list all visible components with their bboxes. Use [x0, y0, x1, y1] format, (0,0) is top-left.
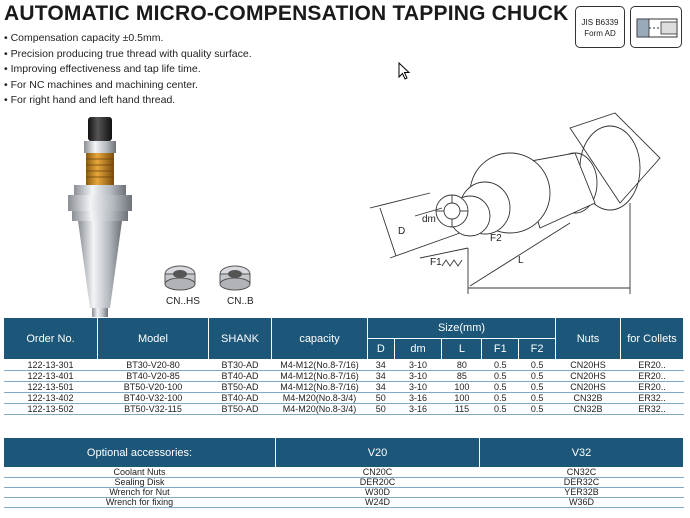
table-row	[4, 371, 684, 382]
table-cell: W30D	[364, 487, 390, 497]
table-row	[4, 360, 684, 371]
table-cell: 80	[456, 360, 467, 370]
table-cell: 0.5	[494, 371, 507, 381]
tapping-chuck-photo	[60, 112, 140, 320]
label-dm: dm	[422, 214, 436, 225]
table-cell: 122-13-501	[27, 382, 74, 392]
table-cell: 0.5	[494, 393, 507, 403]
feature-item: • Improving effectiveness and tap life time.	[4, 62, 252, 78]
col-size-l: L	[442, 339, 482, 360]
table-cell: M4-M12(No.8-7/16)	[280, 371, 359, 381]
feature-item: • For right hand and left hand thread.	[4, 93, 252, 109]
spec-table	[3, 317, 684, 415]
table-cell: W36D	[568, 497, 594, 507]
standard-badge	[575, 6, 625, 48]
table-cell: 0.5	[494, 382, 507, 392]
page-title: AUTOMATIC MICRO-COMPENSATION TAPPING CHUCK	[4, 2, 569, 25]
col-shank: SHANK	[209, 318, 272, 360]
table-cell: BT40-AD	[221, 393, 259, 403]
table-cell: 122-13-401	[27, 371, 74, 381]
label-l: L	[518, 255, 524, 266]
table-cell: Wrench for Nut	[109, 487, 170, 497]
table-cell: 0.5	[530, 393, 544, 403]
nut-b-icon	[218, 262, 252, 294]
table-row	[4, 488, 684, 498]
label-d: D	[398, 226, 406, 237]
table-cell: ER20..	[638, 382, 666, 392]
table-cell: 3-10	[409, 371, 428, 381]
nut-hs-label: CN..HS	[166, 296, 200, 307]
table-cell: BT40-AD	[221, 371, 259, 381]
col-size-f2: F2	[519, 339, 556, 360]
table-cell: CN20HS	[570, 382, 606, 392]
table-cell: 0.5	[530, 382, 544, 392]
table-cell: YER32B	[564, 487, 599, 497]
col-order-no: Order No.	[4, 318, 98, 360]
table-cell: CN32B	[573, 393, 603, 403]
table-cell: 122-13-502	[27, 404, 74, 414]
table-cell: 100	[454, 382, 470, 392]
table-cell: CN20C	[362, 467, 393, 477]
table-cell: 100	[454, 393, 470, 403]
col-size: Size(mm)	[368, 318, 556, 339]
label-f1: F1	[430, 257, 442, 268]
table-cell: BT30-V20-80	[126, 360, 180, 370]
col-nuts: Nuts	[556, 318, 621, 360]
table-row	[4, 393, 684, 404]
table-cell: 0.5	[530, 404, 544, 414]
table-cell: BT50-V20-100	[123, 382, 183, 392]
form-ad-icon	[630, 6, 682, 48]
col-accessory: Optional accessories:	[4, 438, 276, 468]
table-cell: Sealing Disk	[114, 477, 165, 487]
table-cell: ER20..	[638, 360, 666, 370]
table-cell: 3-16	[409, 404, 428, 414]
table-cell: BT50-AD	[221, 404, 259, 414]
table-cell: ER32..	[638, 404, 666, 414]
table-row	[4, 382, 684, 393]
table-cell: DER20C	[359, 477, 396, 487]
table-cell: 0.5	[530, 371, 544, 381]
table-row	[4, 404, 684, 415]
label-f2: F2	[490, 233, 502, 244]
table-cell: 0.5	[494, 404, 507, 414]
table-cell: BT40-V32-100	[123, 393, 183, 403]
table-row	[4, 468, 684, 478]
table-cell: BT40-V20-85	[126, 371, 180, 381]
table-cell: M4-M20(No.8-3/4)	[282, 404, 357, 414]
table-cell: 85	[456, 371, 467, 381]
col-collets: for Collets	[621, 318, 684, 360]
table-cell: W24D	[364, 497, 390, 507]
table-cell: Coolant Nuts	[113, 467, 166, 477]
table-cell: CN20HS	[570, 360, 606, 370]
table-cell: 3-10	[409, 382, 428, 392]
table-cell: 115	[454, 404, 470, 414]
mouse-cursor-icon	[398, 62, 412, 82]
table-cell: 0.5	[494, 360, 507, 370]
col-size-dm: dm	[394, 339, 442, 360]
feature-list	[4, 31, 252, 109]
table-cell: 122-13-402	[27, 393, 74, 403]
table-cell: BT30-AD	[221, 360, 259, 370]
accessories-table	[3, 437, 684, 508]
table-cell: ER20..	[638, 371, 666, 381]
col-v32: V32	[480, 438, 684, 468]
feature-item: • Precision producing true thread with quality surface.	[4, 47, 252, 63]
standard-line2: Form AD	[584, 29, 616, 38]
table-cell: BT50-V32-115	[124, 404, 182, 414]
col-size-d: D	[368, 339, 395, 360]
table-cell: M4-M12(No.8-7/16)	[280, 360, 359, 370]
table-row	[4, 478, 684, 488]
nut-hs-icon	[163, 262, 197, 294]
table-cell: 50	[375, 393, 386, 403]
table-cell: 50	[375, 404, 386, 414]
table-cell: DER32C	[563, 477, 600, 487]
table-cell: M4-M20(No.8-3/4)	[282, 393, 357, 403]
table-cell: CN32C	[566, 467, 597, 477]
feature-item: • For NC machines and machining center.	[4, 78, 252, 94]
col-capacity: capacity	[272, 318, 368, 360]
table-cell: 3-16	[409, 393, 428, 403]
nut-b-label: CN..B	[227, 296, 254, 307]
table-cell: 34	[375, 382, 386, 392]
table-cell: 34	[375, 371, 386, 381]
dimension-diagram	[360, 108, 682, 304]
feature-item: • Compensation capacity ±0.5mm.	[4, 31, 252, 47]
table-cell: 0.5	[530, 360, 544, 370]
table-cell: CN20HS	[570, 371, 606, 381]
col-v20: V20	[276, 438, 480, 468]
standard-line1: JIS B6339	[581, 18, 619, 27]
table-cell: 3-10	[409, 360, 428, 370]
col-size-f1: F1	[482, 339, 519, 360]
table-cell: ER32..	[638, 393, 666, 403]
table-cell: CN32B	[573, 404, 603, 414]
table-cell: 122-13-301	[27, 360, 74, 370]
table-cell: Wrench for fixing	[105, 497, 174, 507]
col-model: Model	[98, 318, 209, 360]
table-cell: 34	[375, 360, 386, 370]
table-cell: M4-M12(No.8-7/16)	[280, 382, 359, 392]
table-row	[4, 498, 684, 508]
table-cell: BT50-AD	[221, 382, 259, 392]
